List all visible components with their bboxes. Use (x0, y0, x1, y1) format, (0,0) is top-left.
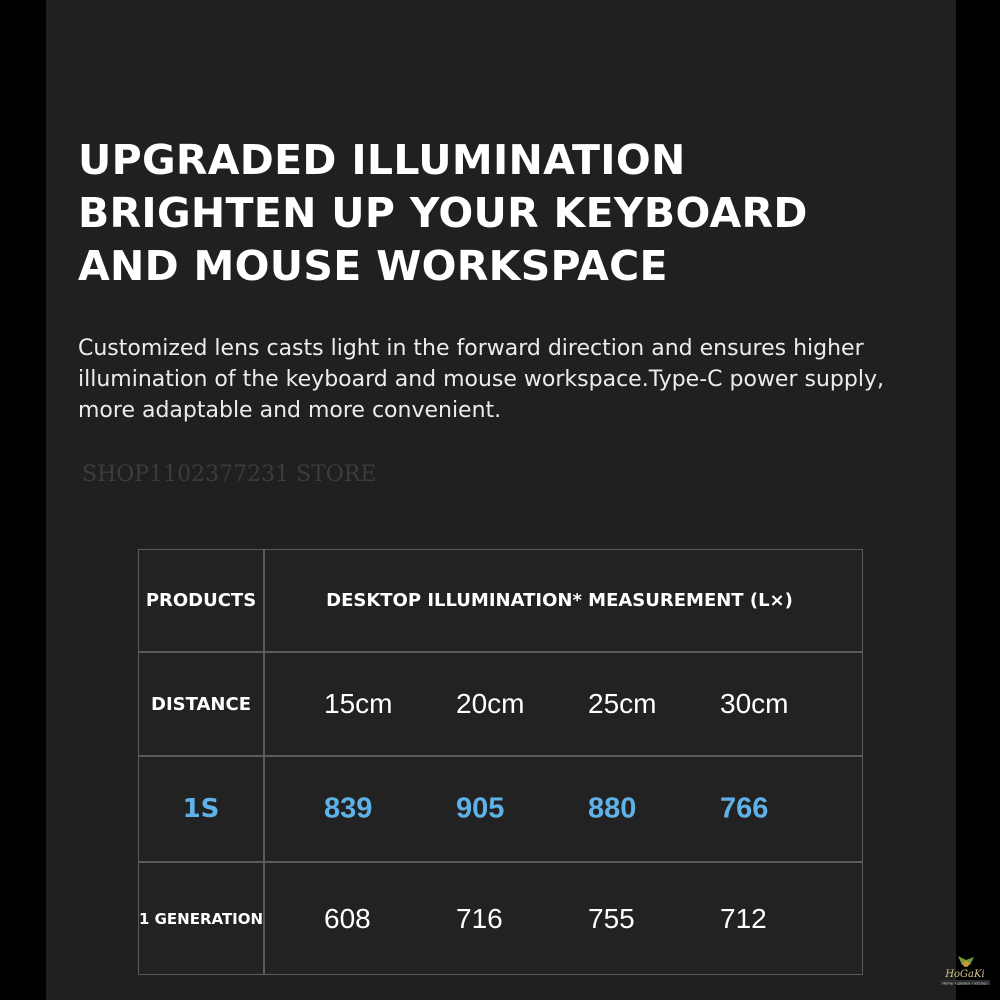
value-cell: 880 (588, 792, 637, 825)
value-cell: 755 (588, 903, 635, 934)
value-cell: 905 (456, 792, 505, 825)
measurement-header: DESKTOP ILLUMINATION* MEASUREMENT (L×) (326, 590, 793, 611)
distance-cell: 30cm (720, 688, 789, 719)
distance-cell: 15cm (324, 688, 393, 719)
value-cell: 712 (720, 903, 767, 934)
value-cell: 766 (720, 792, 769, 825)
description-line-2: illumination of the keyboard and mouse workspace.Type-C power supply, (78, 367, 884, 392)
store-watermark: SHOP1102377231 STORE (82, 462, 377, 487)
table-row-1-generation (139, 861, 862, 975)
product-1s-values (265, 757, 862, 861)
illumination-table (138, 549, 863, 975)
distance-values (265, 653, 862, 755)
value-cell: 839 (324, 792, 373, 825)
product-1-generation-label: 1 GENERATION (139, 863, 265, 975)
table-row-1s (139, 755, 862, 861)
products-header: PRODUCTS (139, 550, 265, 651)
distance-label: DISTANCE (139, 653, 265, 755)
product-1-generation-values (265, 863, 862, 975)
description-line-1: Customized lens casts light in the forward direction and ensures higher (78, 336, 864, 361)
value-cell: 716 (456, 903, 503, 934)
distance-row (139, 651, 862, 755)
product-1s-label: 1S (139, 757, 265, 861)
headline-line-3: AND MOUSE WORKSPACE (78, 242, 668, 290)
brand-logo (936, 952, 994, 988)
distance-cell: 25cm (588, 688, 657, 719)
headline-line-1: UPGRADED ILLUMINATION (78, 136, 686, 184)
value-cell: 608 (324, 903, 371, 934)
distance-cell: 20cm (456, 688, 525, 719)
brand-logo-icon (936, 952, 994, 988)
description (78, 333, 938, 426)
description-line-3: more adaptable and more convenient. (78, 398, 502, 423)
table-header-row (139, 550, 862, 651)
headline-line-2: BRIGHTEN UP YOUR KEYBOARD (78, 189, 808, 237)
svg-text:HoGaKi: HoGaKi (945, 969, 985, 980)
headline (78, 134, 938, 293)
svg-text:Home • garden • kitchen: Home • garden • kitchen (942, 981, 988, 986)
